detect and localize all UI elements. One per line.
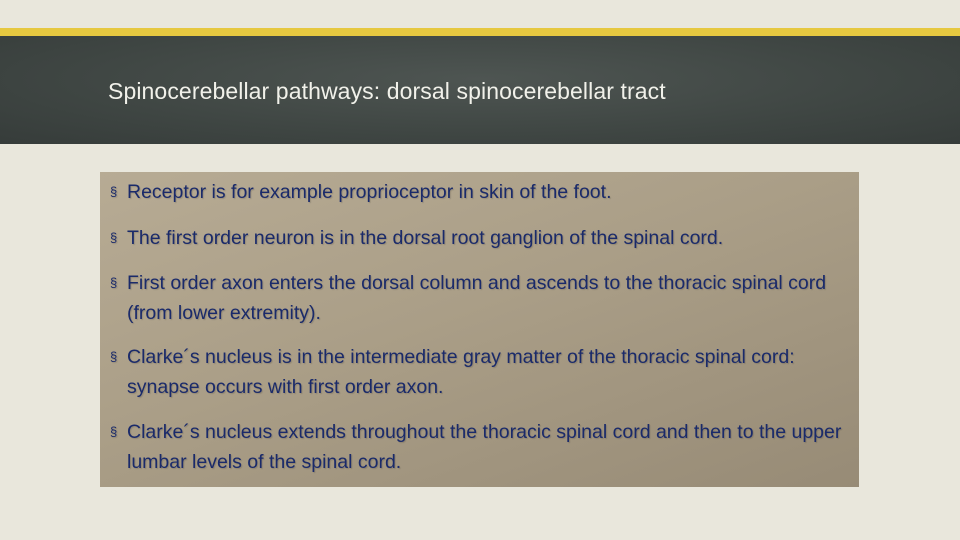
- bullet-marker-icon: §: [110, 424, 118, 439]
- bullet-item: [110, 268, 850, 328]
- bullet-text: Clarke´s nucleus is in the intermediate gray matter of the thoracic spinal cord: synapse occurs with first order axon.: [127, 346, 795, 398]
- accent-bar: [0, 28, 960, 36]
- bullet-item: [110, 177, 850, 207]
- bullet-text: Clarke´s nucleus extends throughout the thoracic spinal cord and then to the upper lumbar levels of the spinal cord.: [127, 421, 842, 473]
- bullet-marker-icon: §: [110, 349, 118, 364]
- content-box: [100, 172, 859, 487]
- bullet-item: [110, 417, 850, 477]
- bullet-text: First order axon enters the dorsal column and ascends to the thoracic spinal cord (from lower extremity).: [127, 272, 827, 324]
- bullet-text: The first order neuron is in the dorsal root ganglion of the spinal cord.: [127, 227, 724, 249]
- bullet-item: [110, 342, 850, 402]
- slide-title: Spinocerebellar pathways: dorsal spinocerebellar tract: [108, 78, 666, 104]
- bullet-marker-icon: §: [110, 230, 118, 245]
- bullet-item: [110, 223, 850, 253]
- bullet-marker-icon: §: [110, 184, 118, 199]
- bullet-marker-icon: §: [110, 275, 118, 290]
- bullet-text: Receptor is for example proprioceptor in skin of the foot.: [127, 181, 612, 203]
